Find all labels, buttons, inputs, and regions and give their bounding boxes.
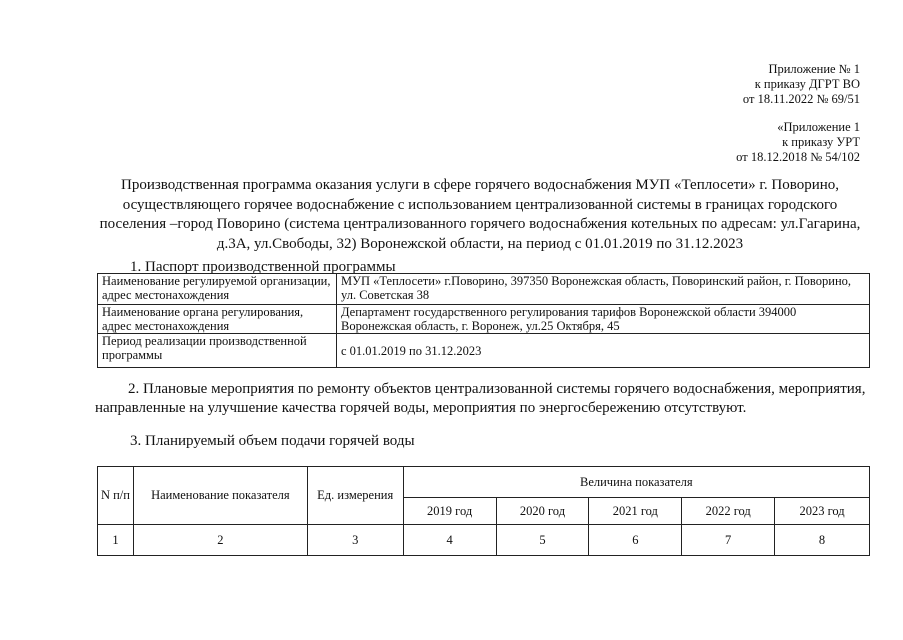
appendix-line: от 18.11.2022 № 69/51 (742, 92, 860, 106)
col-header-year: 2020 год (496, 498, 589, 525)
col-header-year: 2022 год (682, 498, 775, 525)
passport-value: Департамент государственного регулирования тарифов Воронежской области 394000 Воронежская область, г. Воронеж, ул.25 Октября, 45 (337, 305, 870, 334)
table-row (98, 525, 870, 556)
table-row (98, 305, 870, 334)
col-header-unit: Ед. измерения (307, 467, 403, 525)
column-number-cell: 2 (133, 525, 307, 556)
passport-label: Наименование органа регулирования, адрес местонахождения (98, 305, 337, 334)
table-row (98, 334, 870, 368)
section-2-text: 2. Плановые мероприятия по ремонту объектов централизованной системы горячего водоснабжения, мероприятия, направленные на улучшение качества горячей воды, мероприятия по энергосбережению отсутствуют. (95, 381, 866, 416)
passport-label: Наименование регулируемой организации, адрес местонахождения (98, 274, 337, 305)
appendix-reference (743, 62, 860, 107)
column-number-cell: 3 (307, 525, 403, 556)
hot-water-volume-table (97, 466, 870, 556)
col-header-indicator: Наименование показателя (133, 467, 307, 525)
column-number-cell: 8 (775, 525, 870, 556)
passport-value: МУП «Теплосети» г.Поворино, 397350 Воронежская область, Поворинский район, г. Поворино, ул. Советская 38 (337, 274, 870, 305)
table-row (98, 274, 870, 305)
col-header-year: 2023 год (775, 498, 870, 525)
passport-label: Период реализации производственной программы (98, 334, 337, 368)
table-header-row (98, 467, 870, 498)
column-number-cell: 4 (403, 525, 496, 556)
passport-table (97, 273, 870, 368)
appendix-line: Приложение № 1 (768, 62, 860, 76)
column-number-cell: 6 (589, 525, 682, 556)
section-1-heading: 1. Паспорт производственной программы (130, 259, 396, 275)
section-3-heading: 3. Планируемый объем подачи горячей воды (130, 433, 415, 449)
col-header-value: Величина показателя (403, 467, 869, 498)
original-appendix-reference (736, 120, 860, 165)
col-header-year: 2019 год (403, 498, 496, 525)
passport-value: с 01.01.2019 по 31.12.2023 (337, 334, 870, 368)
col-header-year: 2021 год (589, 498, 682, 525)
column-number-cell: 5 (496, 525, 589, 556)
appendix-line: к приказу ДГРТ ВО (754, 77, 860, 91)
appendix-line: к приказу УРТ (782, 135, 860, 149)
appendix-line: «Приложение 1 (777, 120, 860, 134)
column-number-cell: 7 (682, 525, 775, 556)
col-header-number: N п/п (98, 467, 134, 525)
document-title: Производственная программа оказания услуги в сфере горячего водоснабжения МУП «Теплосети» г. Поворино, осуществляющего горячее водоснабжение с использованием централизованной системы в границах городского поселения –город Поворино (система централизованного горячего водоснабжения котельных по адресам: ул.Гагарина, д.3А, ул.Свободы, 32) Воронежской области, на период с 01.01.2019 по 31.12.2023 (99, 177, 861, 252)
column-number-cell: 1 (98, 525, 134, 556)
appendix-line: от 18.12.2018 № 54/102 (736, 150, 860, 164)
